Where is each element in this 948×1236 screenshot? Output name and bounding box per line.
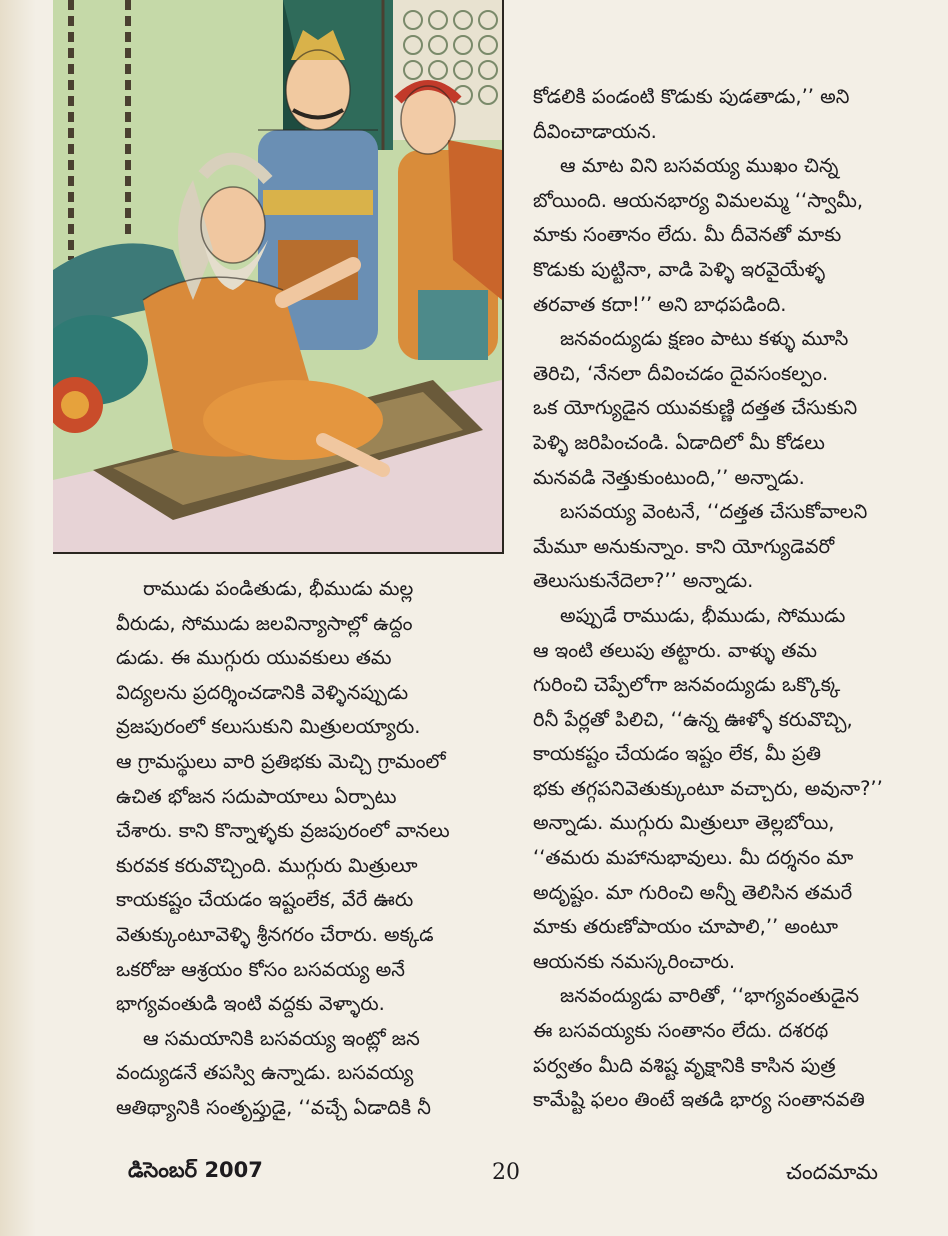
left-text-column [116, 572, 500, 1126]
text-line: పర్వతం మీది వశిష్ట వృక్షానికి కాసిన పుత్ర [533, 1053, 836, 1077]
text-line: విద్యలను ప్రదర్శించడానికి వెళ్ళినప్పుడు [116, 680, 409, 704]
page-number: 20 [492, 1160, 520, 1185]
text-line: ఆతిథ్యానికి సంతృప్తుడై, ‘‘వచ్చే ఏడాదికి నీ [116, 1095, 431, 1119]
text-line: భాగ్యవంతుడి ఇంటి వద్దకు వెళ్ళారు. [116, 992, 385, 1016]
page-binding-edge [0, 0, 36, 1236]
text-line: జనవంద్యుడు వారితో, ‘‘భాగ్యవంతుడైన [560, 984, 860, 1008]
text-line: వీరుడు, సోముడు జలవిన్యాసాల్లో ఉద్దం [116, 611, 413, 635]
text-line: పెళ్ళి జరిపించండి. ఏడాదిలో మీ కోడలు [533, 430, 825, 454]
text-line: కురవక కరువొచ్చింది. ముగ్గురు మిత్రులూ [116, 853, 418, 877]
text-line: తెరిచి, ‘నేనలా దీవించడం దైవసంకల్పం. [533, 361, 829, 385]
text-line: ఆ గ్రామస్థులు వారి ప్రతిభకు మెచ్చి గ్రామంలో [116, 749, 446, 773]
text-line: మాకు తరుణోపాయం చూపాలి,’’ అంటూ [533, 915, 839, 939]
text-line: వ్రజపురంలో కలుసుకుని మిత్రులయ్యారు. [116, 715, 421, 739]
text-line: మాకు సంతానం లేదు. మీ దీవెనతో మాకు [533, 223, 842, 247]
text-line: ‘‘తమరు మహానుభావులు. మీ దర్శనం మా [533, 846, 854, 870]
text-line: వెతుక్కుంటూవెళ్ళి శ్రీనగరం చేరారు. అక్కడ [116, 922, 434, 946]
text-line: జనవంద్యుడు క్షణం పాటు కళ్ళు మూసి [560, 327, 849, 351]
right-text-column [533, 80, 905, 1118]
text-line: ఆయనకు నమస్కరించారు. [533, 949, 736, 973]
text-line: ఆ సమయానికి బసవయ్య ఇంట్లో జన [143, 1026, 420, 1050]
text-line: ఒకరోజు ఆశ్రయం కోసం బసవయ్య అనే [116, 957, 405, 981]
text-line: ఆ ఇంటి తలుపు తట్టారు. వాళ్ళు తమ [533, 638, 818, 662]
text-line: రినీ పేర్లతో పిలిచి, ‘‘ఉన్న ఊళ్ళో కరువొచ్చి, [533, 707, 853, 731]
text-line: దీవించాడాయన. [533, 119, 657, 143]
text-line: మనవడి నెత్తుకుంటుంది,’’ అన్నాడు. [533, 465, 805, 489]
text-line: తరవాత కదా!’’ అని బాధపడింది. [533, 292, 787, 316]
text-line: అన్నాడు. ముగ్గురు మిత్రులూ తెల్లబోయి, [533, 811, 835, 835]
magazine-name: చందమామ [786, 1160, 878, 1184]
text-line: బోయింది. ఆయనభార్య విమలమ్మ ‘‘స్వామీ, [533, 188, 864, 212]
text-line: గురించి చెప్పేలోగా జనవంద్యుడు ఒక్కొక్క [533, 673, 841, 697]
text-line: మేమూ అనుకున్నాం. కాని యోగ్యుడెవరో [533, 534, 835, 558]
text-line: ఆ మాట విని బసవయ్య ముఖం చిన్న [560, 154, 839, 178]
text-line: కోడలికి పండంటి కొడుకు పుడతాడు,’’ అని [533, 85, 850, 108]
text-line: ఈ బసవయ్యకు సంతానం లేదు. దశరథ [533, 1019, 829, 1043]
text-line: కాయకష్టం చేయడం ఇష్టంలేక, వేరే ఊరు [116, 888, 414, 912]
text-line: రాముడు పండితుడు, భీముడు మల్ల [143, 577, 414, 600]
story-illustration [53, 0, 504, 554]
text-line: బసవయ్య వెంటనే, ‘‘దత్తత చేసుకోవాలని [560, 500, 868, 524]
text-line: కాయకష్టం చేయడం ఇష్టం లేక, మీ ప్రతి [533, 742, 822, 766]
text-line: ఒక యోగ్యుడైన యువకుణ్ణి దత్తత చేసుకుని [533, 396, 858, 420]
text-line: భకు తగ్గపనివెతుక్కుంటూ వచ్చారు, అవునా?’’ [533, 776, 883, 800]
text-line: డుడు. ఈ ముగ్గురు యువకులు తమ [116, 646, 392, 670]
text-line: చేశారు. కాని కొన్నాళ్ళకు వ్రజపురంలో వానలు [116, 819, 450, 843]
footer-date: డిసెంబర్ 2007 [128, 1158, 263, 1182]
text-line: ఉచిత భోజన సదుపాయాలు ఏర్పాటు [116, 784, 397, 808]
text-line: కామేష్టి ఫలం తింటే ఇతడి భార్య సంతానవతి [533, 1088, 865, 1112]
text-line: అదృష్టం. మా గురించి అన్నీ తెలిసిన తమరే [533, 880, 853, 904]
text-line: వంద్యుడనే తపస్వి ఉన్నాడు. బసవయ్య [116, 1061, 414, 1085]
text-line: తెలుసుకునేదెలా?’’ అన్నాడు. [533, 569, 754, 593]
text-line: కొడుకు పుట్టినా, వాడి పెళ్ళి ఇరవైయేళ్ళ [533, 257, 826, 281]
text-line: అప్పుడే రాముడు, భీముడు, సోముడు [560, 603, 846, 627]
